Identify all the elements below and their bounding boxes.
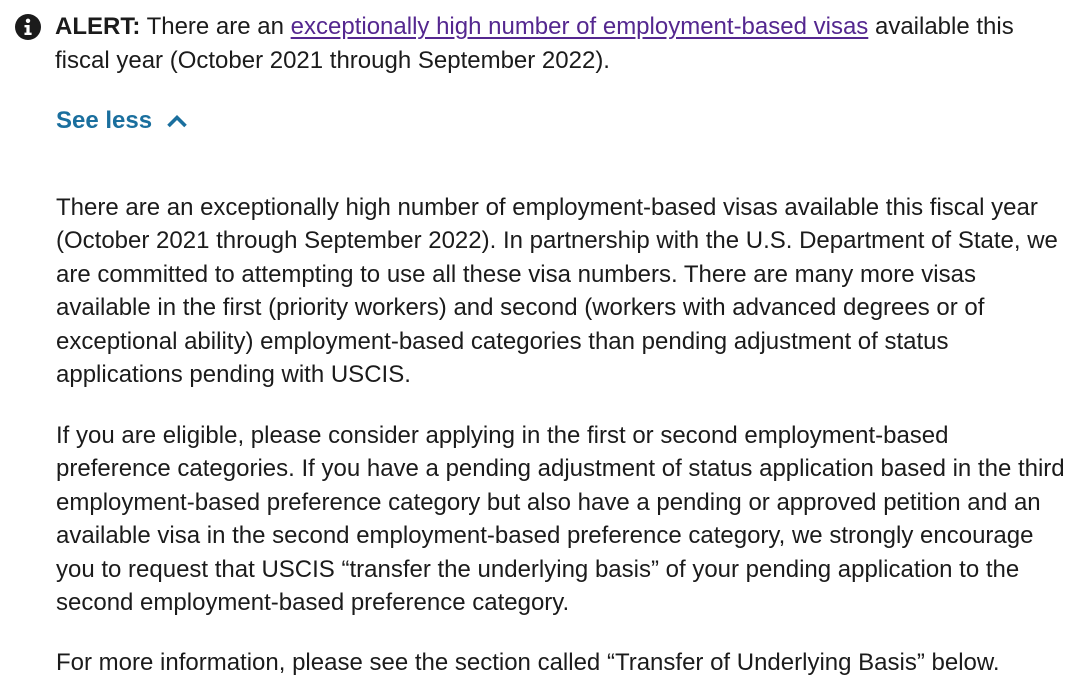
content-paragraph-1: There are an exceptionally high number of employment-based visas available this fiscal year (October 2021 through September 2022). In partnership with the U.S. Department of State, we are committed to attempting to use all these visa numbers. There are many more visas available in the first (priority workers) and second (workers with advanced degrees or of exceptional ability) employment-based categories than pending adjustment of status applications pending with USCIS.	[56, 194, 1058, 389]
alert-message	[55, 10, 1074, 78]
alert-text-after: available this fiscal year (October 2021 through September 2022).	[55, 13, 1014, 74]
alert-text-before: There are an	[146, 13, 291, 40]
alert-label: ALERT:	[55, 13, 141, 40]
info-circle-icon	[14, 13, 42, 41]
content-paragraph-3: For more information, please see the section called “Transfer of Underlying Basis” below.	[56, 649, 1000, 676]
alert-banner	[14, 10, 1074, 78]
employment-visas-link[interactable]: exceptionally high number of employment-based visas	[290, 13, 869, 40]
see-less-toggle[interactable]	[56, 104, 188, 138]
chevron-up-icon	[166, 114, 188, 128]
see-less-label: See less	[56, 107, 153, 134]
content-paragraph-2: If you are eligible, please consider applying in the first or second employment-based preference categories. If you have a pending adjustment of status application based in the third employment-based preference category but also have a pending or approved petition and an available visa in the second employment-based preference category, we strongly encourage you to request that USCIS “transfer the underlying basis” of your pending application to the second employment-based preference category.	[56, 422, 1065, 617]
